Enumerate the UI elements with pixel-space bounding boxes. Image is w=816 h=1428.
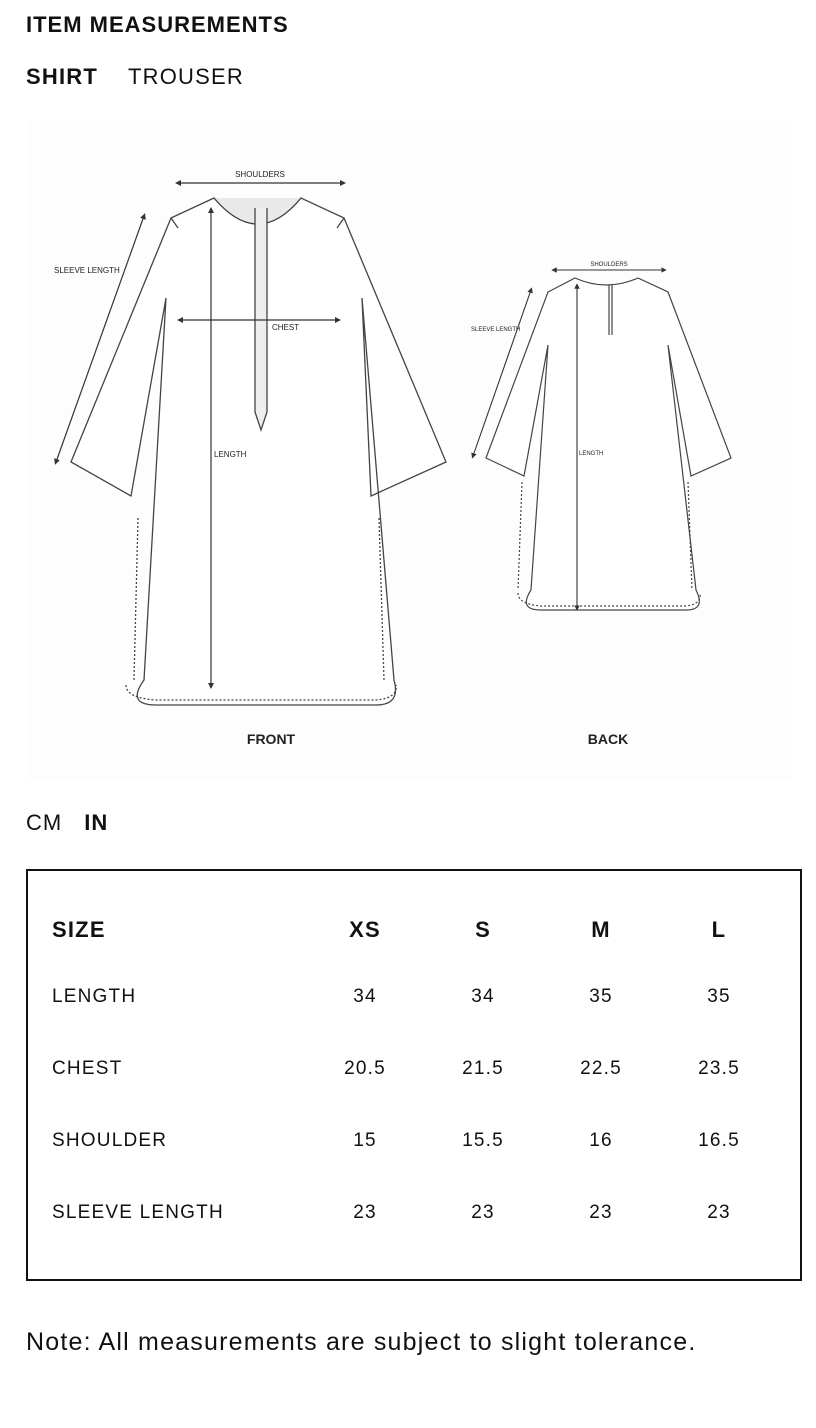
table-cell: 16.5 [698,1130,740,1151]
front-chest-label: CHEST [272,323,300,332]
garment-sketch [26,120,792,780]
table-cell: 35 [707,986,731,1007]
table-cell: 23 [707,1202,731,1223]
table-cell: 23 [471,1202,495,1223]
table-cell: 34 [353,986,377,1007]
table-cell: 20.5 [344,1058,386,1079]
header-cell: M [591,917,611,942]
unit-in[interactable]: IN [84,810,109,835]
unit-toggle [26,810,108,836]
table-row [52,1177,778,1249]
header-cell: XS [349,917,381,942]
row-label: CHEST [52,1058,123,1079]
tab-trouser[interactable]: TROUSER [128,64,244,89]
table-cell: 23.5 [698,1058,740,1079]
tolerance-note: Note: All measurements are subject to slight tolerance. [26,1328,697,1356]
back-shoulders-label: SHOULDERS [590,262,628,268]
page-title: ITEM MEASUREMENTS [26,12,289,37]
table-header-row [52,899,778,961]
table-cell: 15 [353,1130,377,1151]
front-caption: FRONT [246,731,296,747]
table-cell: 23 [353,1202,377,1223]
table-cell: 35 [589,986,613,1007]
front-shoulders-label: SHOULDERS [235,170,285,179]
table-row [52,1033,778,1105]
table-cell: 23 [589,1202,613,1223]
row-label: SLEEVE LENGTH [52,1202,224,1223]
tab-shirt[interactable]: SHIRT [26,64,98,89]
table-cell: 15.5 [462,1130,504,1151]
back-garment [486,278,731,610]
table-cell: 22.5 [580,1058,622,1079]
front-garment [71,198,446,705]
table-cell: 21.5 [462,1058,504,1079]
header-cell: SIZE [52,917,106,942]
measurement-diagram [26,120,792,780]
size-table [52,899,778,1249]
garment-tabs [26,64,244,90]
table-cell: 34 [471,986,495,1007]
table-row [52,961,778,1033]
header-cell: S [475,917,491,942]
back-length-label: LENGTH [579,451,604,457]
row-label: LENGTH [52,986,137,1007]
front-sleeve-length-label: SLEEVE LENGTH [54,266,120,275]
header-cell: L [711,917,727,942]
size-chart [26,869,802,1281]
row-label: SHOULDER [52,1130,168,1151]
table-cell: 16 [589,1130,613,1151]
unit-cm[interactable]: CM [26,810,63,835]
back-sleeve-length-label: SLEEVE LENGTH [471,327,521,333]
front-length-label: LENGTH [214,450,247,459]
back-caption: BACK [587,731,629,747]
table-row [52,1105,778,1177]
